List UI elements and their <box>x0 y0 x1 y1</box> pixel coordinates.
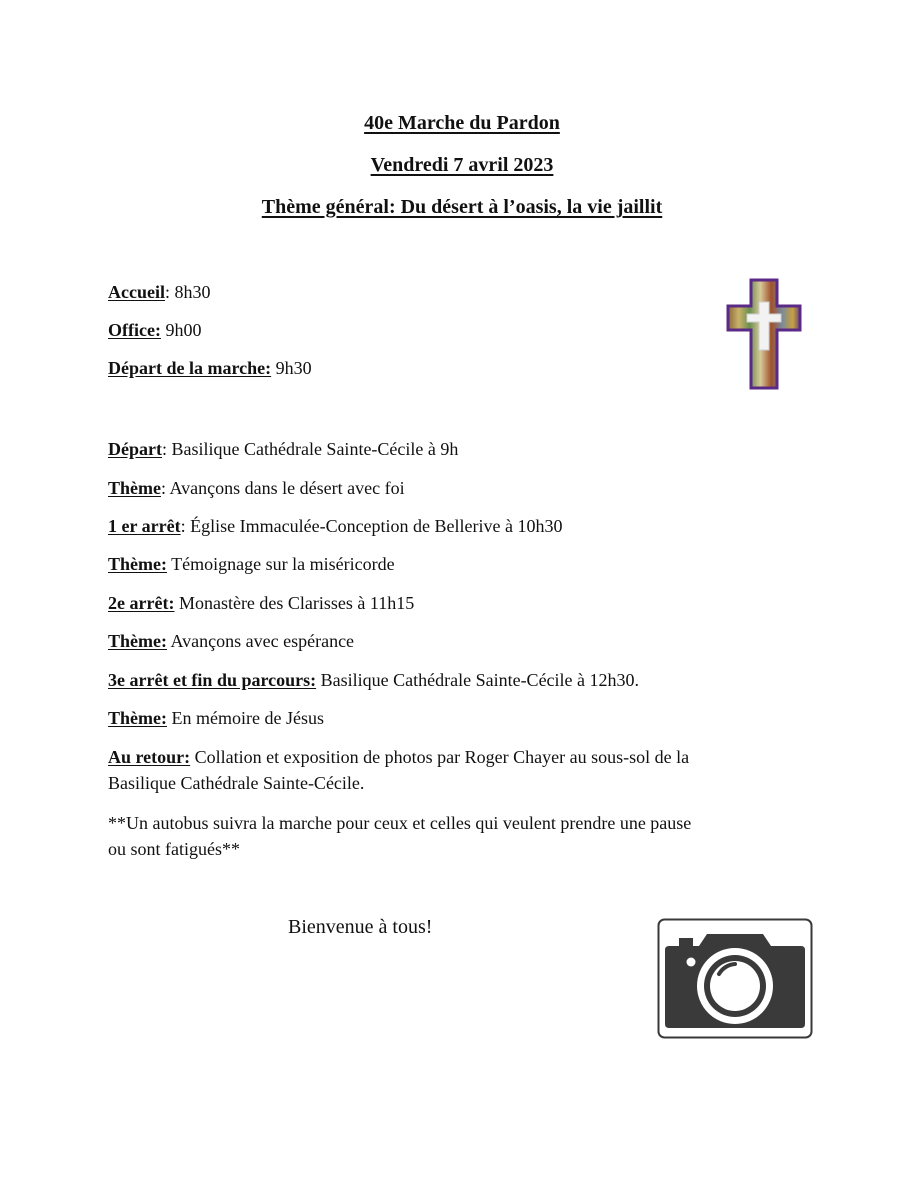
stop2-value: Monastère des Clarisses à 11h15 <box>174 593 415 613</box>
theme3-value: Avançons avec espérance <box>166 631 355 651</box>
theme1-value: : Avançons dans le désert avec foi <box>161 478 405 498</box>
retour-value-2: Basilique Cathédrale Sainte-Cécile. <box>108 773 365 793</box>
theme4-value: En mémoire de Jésus <box>166 708 324 728</box>
welcome-message: Bienvenue à tous! <box>288 916 433 938</box>
depart-marche-line <box>108 355 808 381</box>
stop2-label: 2e arrêt: <box>108 593 175 613</box>
stop3-value: Basilique Cathédrale Sainte-Cécile à 12h30. <box>316 670 640 690</box>
event-date: Vendredi 7 avril 2023 <box>370 154 554 176</box>
theme1-line <box>108 475 808 501</box>
bus-note-line-2: ou sont fatigués** <box>108 839 240 859</box>
retour-line <box>108 744 808 770</box>
page-title: 40e Marche du Pardon <box>364 112 560 134</box>
camera-icon <box>657 918 813 1039</box>
depart-marche-label: Départ de la marche: <box>108 358 272 378</box>
cross-icon <box>726 278 802 390</box>
accueil-value: 8h30 <box>174 282 211 302</box>
bus-note-line-1: **Un autobus suivra la marche pour ceux et celles qui veulent prendre une pause <box>108 813 692 833</box>
stop2-line <box>108 590 808 616</box>
stop1-value: : Église Immaculée-Conception de Bellerive à 10h30 <box>180 516 563 536</box>
theme1-label: Thème <box>108 478 161 498</box>
office-line <box>108 317 808 343</box>
office-value: 9h00 <box>160 320 202 340</box>
depart-marche-value: 9h30 <box>271 358 312 378</box>
retour-label: Au retour: <box>108 747 191 767</box>
stop3-line <box>108 667 808 693</box>
depart-label: Départ <box>108 439 162 459</box>
theme2-label: Thème: <box>108 554 167 574</box>
office-label: Office: <box>108 320 161 340</box>
stop1-label: 1 er arrêt <box>108 516 181 536</box>
stop1-line <box>108 513 808 539</box>
retour-value-1: Collation et exposition de photos par Roger Chayer au sous-sol de la <box>190 747 690 767</box>
depart-line <box>108 436 808 462</box>
accueil-label: Accueil <box>108 282 165 302</box>
stop3-label: 3e arrêt et fin du parcours: <box>108 670 317 690</box>
accueil-line <box>108 279 808 305</box>
depart-value: : Basilique Cathédrale Sainte-Cécile à 9h <box>161 439 459 459</box>
theme3-label: Thème: <box>108 631 167 651</box>
theme2-line <box>108 551 808 577</box>
general-theme: Thème général: Du désert à l’oasis, la vie jaillit <box>261 196 663 218</box>
theme4-line <box>108 705 808 731</box>
accueil-separator: : <box>164 282 175 302</box>
theme4-label: Thème: <box>108 708 167 728</box>
retour-line-2 <box>108 770 808 796</box>
theme3-line <box>108 628 808 654</box>
theme2-value: Témoignage sur la miséricorde <box>166 554 395 574</box>
